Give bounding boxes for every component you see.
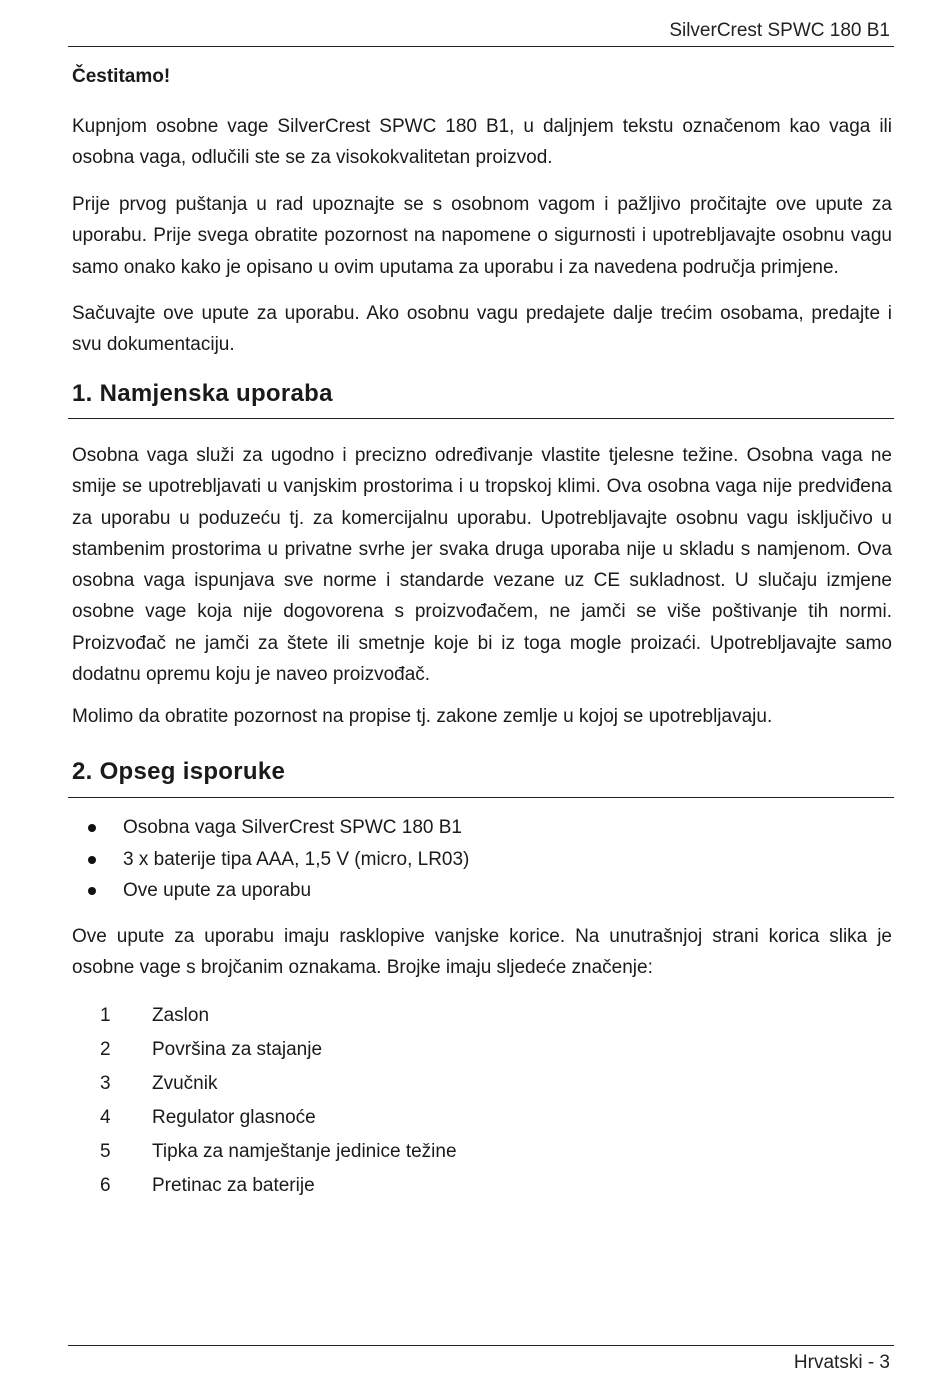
parts-list-item — [100, 1135, 457, 1169]
page-number: Hrvatski - 3 — [793, 1352, 890, 1373]
parts-list-item — [100, 1033, 457, 1067]
parts-list-item — [100, 999, 457, 1033]
list-item — [88, 875, 469, 907]
intro-paragraph-text: Kupnjom osobne vage SilverCrest SPWC 180 B1, u daljnjem tekstu označenom kao vaga ili osobna vaga, odlučili ste se za visokokvalitetan proizvod. — [72, 116, 892, 169]
parts-list-item — [100, 1067, 457, 1101]
delivery-list — [88, 812, 469, 907]
list-item-text: Ove upute za uporabu — [123, 880, 312, 901]
section-rule — [68, 418, 894, 419]
part-number: 2 — [100, 1039, 111, 1060]
intended-use-paragraph-1 — [72, 440, 892, 690]
fold-out-cover-text: Ove upute za uporabu imaju rasklopive vanjske korice. Na unutrašnjoj strani korica slika je osobne vage s brojčanim oznakama. Brojke imaju sljedeće značenje: — [72, 926, 892, 979]
parts-list — [100, 999, 457, 1203]
part-number: 6 — [100, 1175, 111, 1196]
part-number: 4 — [100, 1107, 111, 1128]
intro-paragraph-2 — [72, 189, 892, 283]
parts-list-item — [100, 1101, 457, 1135]
bullet-icon — [88, 824, 96, 832]
part-label: Površina za stajanje — [152, 1039, 323, 1060]
bullet-icon — [88, 856, 96, 864]
intended-use-text: Osobna vaga služi za ugodno i precizno određivanje vlastite tjelesne težine. Osobna vaga ne smije se upotrebljavati u vanjskim prostorima i u tropskoj klimi. Ova osobna vaga nije predviđena za uporabu u poduzeću tj. za komercijalnu uporabu. Upotrebljavajte osobnu vagu isključivo u stambenim prostorima u privatne svrhe jer svaka druga uporaba nije u skladu s namjenom. Ova osobna vaga ispunjava sve norme i standarde vezane uz CE sukladnost. U slučaju izmjene osobne vage koja nije dogovorena s proizvođačem, ne jamči se više poštivanje tih normi. Proizvođač ne jamči za štete ili smetnje koje bi iz toga mogle proizaći. Upotrebljavajte samo dodatnu opremu koju je naveo proizvođač. — [72, 445, 892, 686]
bullet-icon — [88, 887, 96, 895]
parts-list-item — [100, 1169, 457, 1203]
part-label: Tipka za namještanje jedinice težine — [152, 1141, 457, 1162]
intro-paragraph-1 — [72, 111, 892, 174]
fold-out-cover-paragraph — [72, 921, 892, 984]
part-label: Zvučnik — [152, 1073, 218, 1094]
list-item-text: Osobna vaga SilverCrest SPWC 180 B1 — [123, 817, 462, 838]
section-heading-intended-use: 1. Namjenska uporaba — [72, 380, 333, 407]
section-heading-scope-of-delivery: 2. Opseg isporuke — [72, 758, 286, 785]
section-rule — [68, 797, 894, 798]
greeting: Čestitamo! — [72, 66, 171, 87]
intended-use-text: Molimo da obratite pozornost na propise tj. zakone zemlje u kojoj se upotrebljavaju. — [72, 706, 773, 727]
intro-paragraph-3 — [72, 298, 892, 361]
intro-paragraph-text: Sačuvajte ove upute za uporabu. Ako osobnu vagu predajete dalje trećim osobama, predajte i svu dokumentaciju. — [72, 303, 892, 356]
header-title: SilverCrest SPWC 180 B1 — [669, 20, 890, 41]
list-item — [88, 844, 469, 876]
intended-use-paragraph-2 — [72, 701, 892, 732]
header-rule — [68, 46, 894, 47]
part-number: 3 — [100, 1073, 111, 1094]
intro-paragraph-text: Prije prvog puštanja u rad upoznajte se s osobnom vagom i pažljivo pročitajte ove upute za uporabu. Prije svega obratite pozornost na napomene o sigurnosti i upotrebljavajte osobnu vagu samo onako kako je opisano u ovim uputama za uporabu i za navedena područja primjene. — [72, 194, 892, 278]
list-item-text: 3 x baterije tipa AAA, 1,5 V (micro, LR03) — [123, 848, 470, 870]
part-number: 5 — [100, 1141, 111, 1162]
part-label: Zaslon — [152, 1005, 210, 1026]
part-label: Pretinac za baterije — [152, 1175, 315, 1196]
footer-rule — [68, 1345, 894, 1346]
part-label: Regulator glasnoće — [152, 1107, 316, 1128]
list-item — [88, 812, 469, 844]
part-number: 1 — [100, 1005, 111, 1026]
